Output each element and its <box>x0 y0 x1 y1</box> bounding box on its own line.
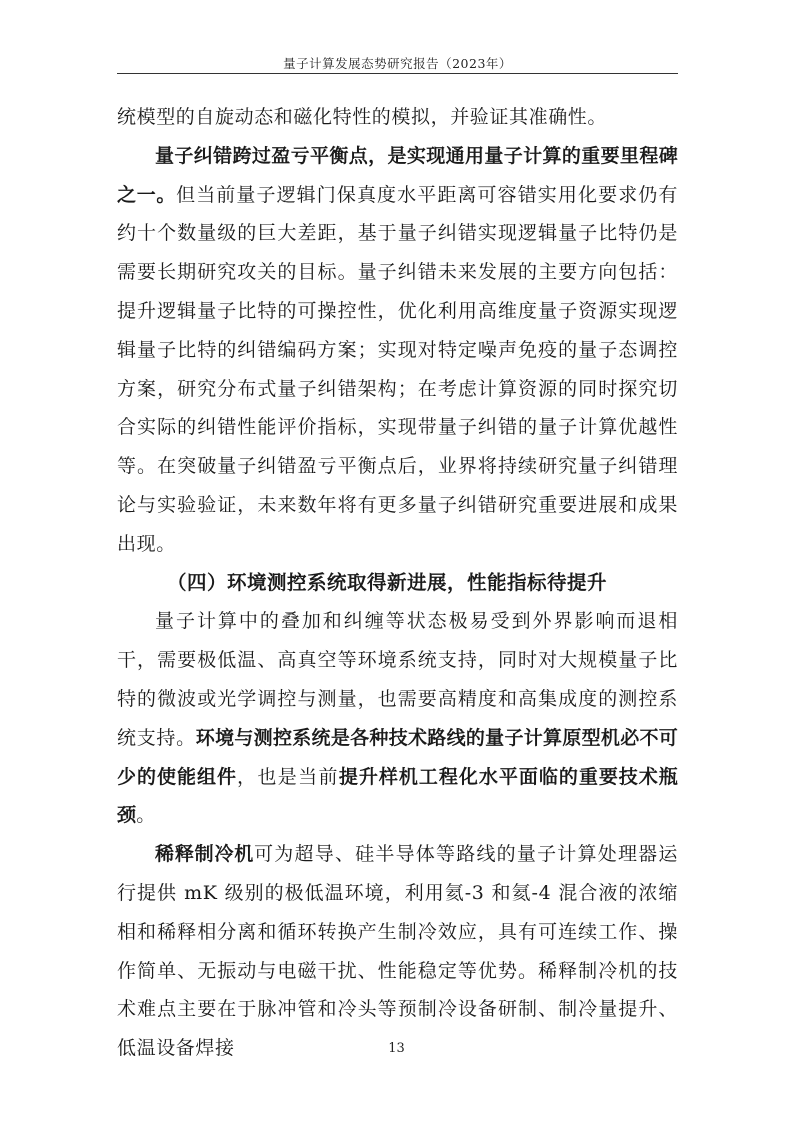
header-rule <box>117 73 678 74</box>
paragraph-continuation <box>117 98 678 137</box>
bold-phrase: 环境与测控系统是各种技术路线的量子计算原型机必不可少的使能组件 <box>117 726 678 788</box>
paragraph-environment-control <box>117 602 678 835</box>
section-heading: （四）环境测控系统取得新进展，性能指标待提升 <box>167 570 608 594</box>
paragraph-text: 统模型的自旋动态和磁化特性的模拟，并验证其准确性。 <box>117 106 608 128</box>
running-header: 量子计算发展态势研究报告（2023年） <box>283 56 512 71</box>
paragraph-text-end: 。 <box>136 804 156 827</box>
page-number: 13 <box>388 1041 405 1056</box>
paragraph-dilution-refrigerator <box>117 835 678 1068</box>
paragraph-text: 但当前量子逻辑门保真度水平距离可容错实用化要求仍有约十个数量级的巨大差距，基于量子纠错实现逻辑量子比特仍是需要长期研究攻关的目标。量子纠错未来发展的主要方向包括：提升逻辑量子比特的可操控性，优化利用高维度量子资源实现逻辑量子比特的纠错编码方案；实现对特定噪声免疫的量子态调控方案，研究分布式量子纠错架构；在考虑计算资源的同时探究切合实际的纠错性能评价指标，实现带量子纠错的量子计算优越性等。在突破量子纠错盈亏平衡点后，业界将持续研究量子纠错理论与实验验证，未来数年将有更多量子纠错研究重要进展和成果出现。 <box>117 183 678 555</box>
paragraph-text-mid: ，也是当前 <box>236 765 339 788</box>
paragraph-text: 可为超导、硅半导体等路线的量子计算处理器运行提供 mK 级别的极低温环境，利用氦-3 和氦-4 混合液的浓缩相和稀释相分离和循环转换产生制冷效应，具有可连续工作、操作简单、无振动与电磁干扰、性能稳定等优势。稀释制冷机的技术难点主要在于脉冲管和冷头等预制冷设备研制、制冷量提升、低温设备焊接 <box>117 843 678 1060</box>
document-body <box>117 98 678 1068</box>
paragraph-text: 量子计算中的叠加和纠缠等状态极易受到外界影响而退相干，需要极低温、高真空等环境系统支持，同时对大规模量子比特的微波或光学调控与测量，也需要高精度和高集成度的测控系统支持。 <box>117 610 678 749</box>
bold-phrase: 提升样机工程化水平面临的重要技术瓶颈 <box>117 765 678 827</box>
bold-lead-term: 稀释制冷机 <box>155 843 255 866</box>
bold-lead-sentence: 量子纠错跨过盈亏平衡点，是实现通用量子计算的重要里程碑之一。 <box>117 144 678 206</box>
paragraph-quantum-error-correction <box>117 137 678 564</box>
